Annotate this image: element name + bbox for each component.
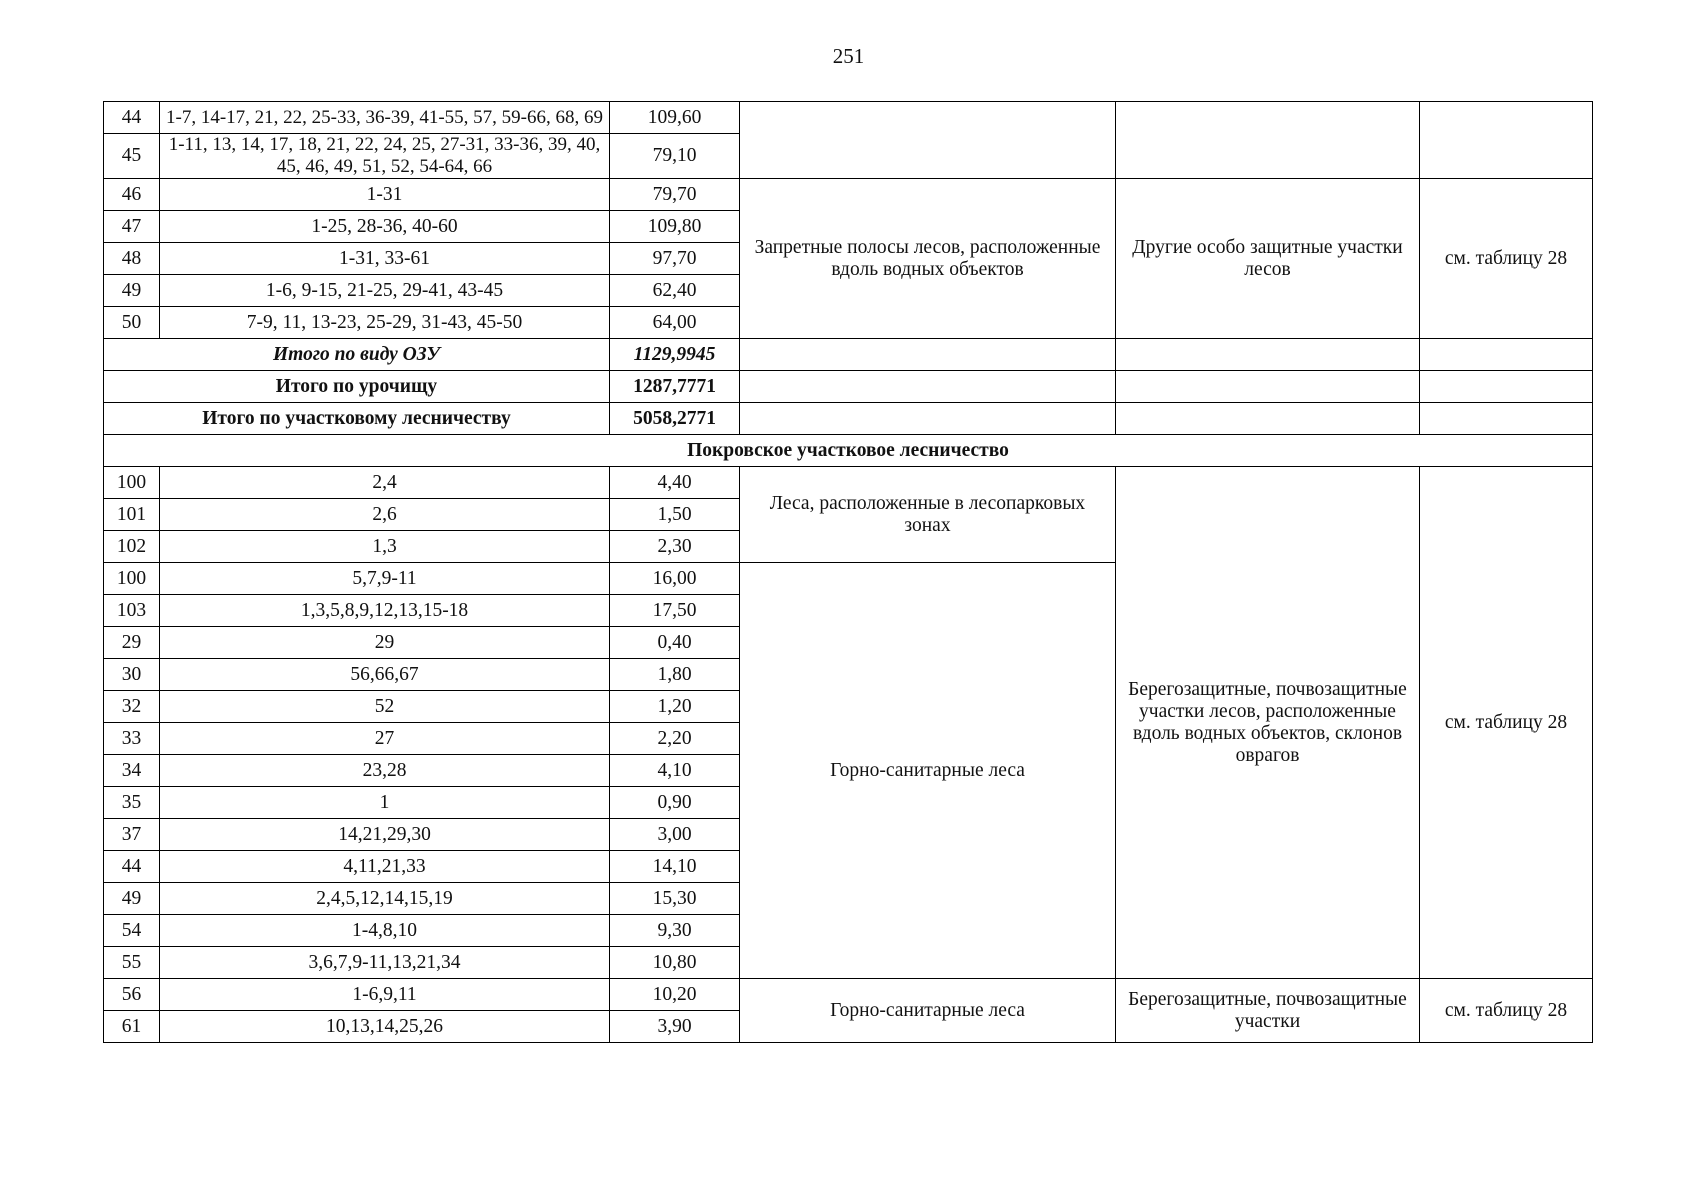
empty-cell	[1116, 403, 1420, 435]
reference-cell: см. таблицу 28	[1420, 979, 1593, 1043]
total-label: Итого по урочищу	[104, 371, 610, 403]
plots-cell: 4,11,21,33	[160, 851, 610, 883]
area-cell: 4,10	[610, 755, 740, 787]
quarter-cell: 44	[104, 102, 160, 134]
total-row	[104, 371, 1593, 403]
quarter-cell: 61	[104, 1011, 160, 1043]
protection-category-cell: Запретные полосы лесов, расположенные вдоль водных объектов	[740, 179, 1116, 339]
quarter-cell: 56	[104, 979, 160, 1011]
type-cell-empty	[1116, 102, 1420, 179]
quarter-cell: 47	[104, 211, 160, 243]
quarter-cell: 33	[104, 723, 160, 755]
area-cell: 10,80	[610, 947, 740, 979]
reference-cell: см. таблицу 28	[1420, 467, 1593, 979]
protection-category-cell: Горно-санитарные леса	[740, 563, 1116, 979]
quarter-cell: 55	[104, 947, 160, 979]
table-row	[104, 179, 1593, 211]
page-number: 251	[832, 44, 865, 68]
quarter-cell: 49	[104, 883, 160, 915]
plots-cell: 29	[160, 627, 610, 659]
reference-cell-empty	[1420, 102, 1593, 179]
quarter-cell: 48	[104, 243, 160, 275]
empty-cell	[1116, 339, 1420, 371]
plots-cell: 56,66,67	[160, 659, 610, 691]
area-cell: 97,70	[610, 243, 740, 275]
total-value: 1287,7771	[610, 371, 740, 403]
quarter-cell: 100	[104, 563, 160, 595]
quarter-cell: 29	[104, 627, 160, 659]
table-row	[104, 467, 1593, 499]
total-row	[104, 339, 1593, 371]
plots-cell: 3,6,7,9-11,13,21,34	[160, 947, 610, 979]
quarter-cell: 54	[104, 915, 160, 947]
quarter-cell: 46	[104, 179, 160, 211]
empty-cell	[1420, 403, 1593, 435]
section-row	[104, 435, 1593, 467]
area-cell: 79,10	[610, 134, 740, 179]
plots-cell: 10,13,14,25,26	[160, 1011, 610, 1043]
quarter-cell: 34	[104, 755, 160, 787]
quarter-cell: 37	[104, 819, 160, 851]
category-cell-empty	[740, 102, 1116, 179]
protective-plot-type-cell: Другие особо защитные участки лесов	[1116, 179, 1420, 339]
area-cell: 0,40	[610, 627, 740, 659]
quarter-cell: 45	[104, 134, 160, 179]
area-cell: 0,90	[610, 787, 740, 819]
plots-cell: 1-7, 14-17, 21, 22, 25-33, 36-39, 41-55, 57, 59-66, 68, 69	[160, 102, 610, 134]
plots-cell: 23,28	[160, 755, 610, 787]
area-cell: 2,20	[610, 723, 740, 755]
total-row	[104, 403, 1593, 435]
area-cell: 109,80	[610, 211, 740, 243]
protection-category-cell: Леса, расположенные в лесопарковых зонах	[740, 467, 1116, 563]
plots-cell: 5,7,9-11	[160, 563, 610, 595]
area-cell: 14,10	[610, 851, 740, 883]
protective-plot-type-cell: Берегозащитные, почвозащитные участки лесов, расположенные вдоль водных объектов, склонов оврагов	[1116, 467, 1420, 979]
quarter-cell: 35	[104, 787, 160, 819]
plots-cell: 1-11, 13, 14, 17, 18, 21, 22, 24, 25, 27-31, 33-36, 39, 40, 45, 46, 49, 51, 52, 54-64, 66	[160, 134, 610, 179]
quarter-cell: 44	[104, 851, 160, 883]
area-cell: 109,60	[610, 102, 740, 134]
reference-cell: см. таблицу 28	[1420, 179, 1593, 339]
total-value: 1129,9945	[610, 339, 740, 371]
quarter-cell: 102	[104, 531, 160, 563]
area-cell: 62,40	[610, 275, 740, 307]
quarter-cell: 32	[104, 691, 160, 723]
plots-cell: 2,4	[160, 467, 610, 499]
area-cell: 2,30	[610, 531, 740, 563]
area-cell: 64,00	[610, 307, 740, 339]
plots-cell: 1-31, 33-61	[160, 243, 610, 275]
plots-cell: 1-6, 9-15, 21-25, 29-41, 43-45	[160, 275, 610, 307]
protective-plot-type-cell: Берегозащитные, почвозащитные участки	[1116, 979, 1420, 1043]
total-label: Итого по участковому лесничеству	[104, 403, 610, 435]
plots-cell: 27	[160, 723, 610, 755]
plots-cell: 2,6	[160, 499, 610, 531]
plots-cell: 1-4,8,10	[160, 915, 610, 947]
empty-cell	[740, 403, 1116, 435]
area-cell: 1,20	[610, 691, 740, 723]
empty-cell	[1420, 339, 1593, 371]
plots-cell: 1,3	[160, 531, 610, 563]
table-row	[104, 102, 1593, 134]
area-cell: 3,90	[610, 1011, 740, 1043]
quarter-cell: 50	[104, 307, 160, 339]
empty-cell	[740, 371, 1116, 403]
quarter-cell: 103	[104, 595, 160, 627]
plots-cell: 1-6,9,11	[160, 979, 610, 1011]
empty-cell	[1420, 371, 1593, 403]
plots-cell: 1-31	[160, 179, 610, 211]
total-value: 5058,2771	[610, 403, 740, 435]
plots-cell: 52	[160, 691, 610, 723]
plots-cell: 1,3,5,8,9,12,13,15-18	[160, 595, 610, 627]
section-title: Покровское участковое лесничество	[104, 435, 1593, 467]
plots-cell: 1-25, 28-36, 40-60	[160, 211, 610, 243]
plots-cell: 1	[160, 787, 610, 819]
area-cell: 17,50	[610, 595, 740, 627]
total-label: Итого по виду ОЗУ	[104, 339, 610, 371]
table-row	[104, 979, 1593, 1011]
quarter-cell: 100	[104, 467, 160, 499]
area-cell: 10,20	[610, 979, 740, 1011]
plots-cell: 7-9, 11, 13-23, 25-29, 31-43, 45-50	[160, 307, 610, 339]
area-cell: 9,30	[610, 915, 740, 947]
quarter-cell: 30	[104, 659, 160, 691]
empty-cell	[1116, 371, 1420, 403]
quarter-cell: 49	[104, 275, 160, 307]
area-cell: 4,40	[610, 467, 740, 499]
forest-plots-table	[103, 101, 1593, 1043]
area-cell: 1,50	[610, 499, 740, 531]
plots-cell: 14,21,29,30	[160, 819, 610, 851]
empty-cell	[740, 339, 1116, 371]
area-cell: 15,30	[610, 883, 740, 915]
protection-category-cell: Горно-санитарные леса	[740, 979, 1116, 1043]
area-cell: 3,00	[610, 819, 740, 851]
plots-cell: 2,4,5,12,14,15,19	[160, 883, 610, 915]
quarter-cell: 101	[104, 499, 160, 531]
area-cell: 79,70	[610, 179, 740, 211]
area-cell: 16,00	[610, 563, 740, 595]
area-cell: 1,80	[610, 659, 740, 691]
